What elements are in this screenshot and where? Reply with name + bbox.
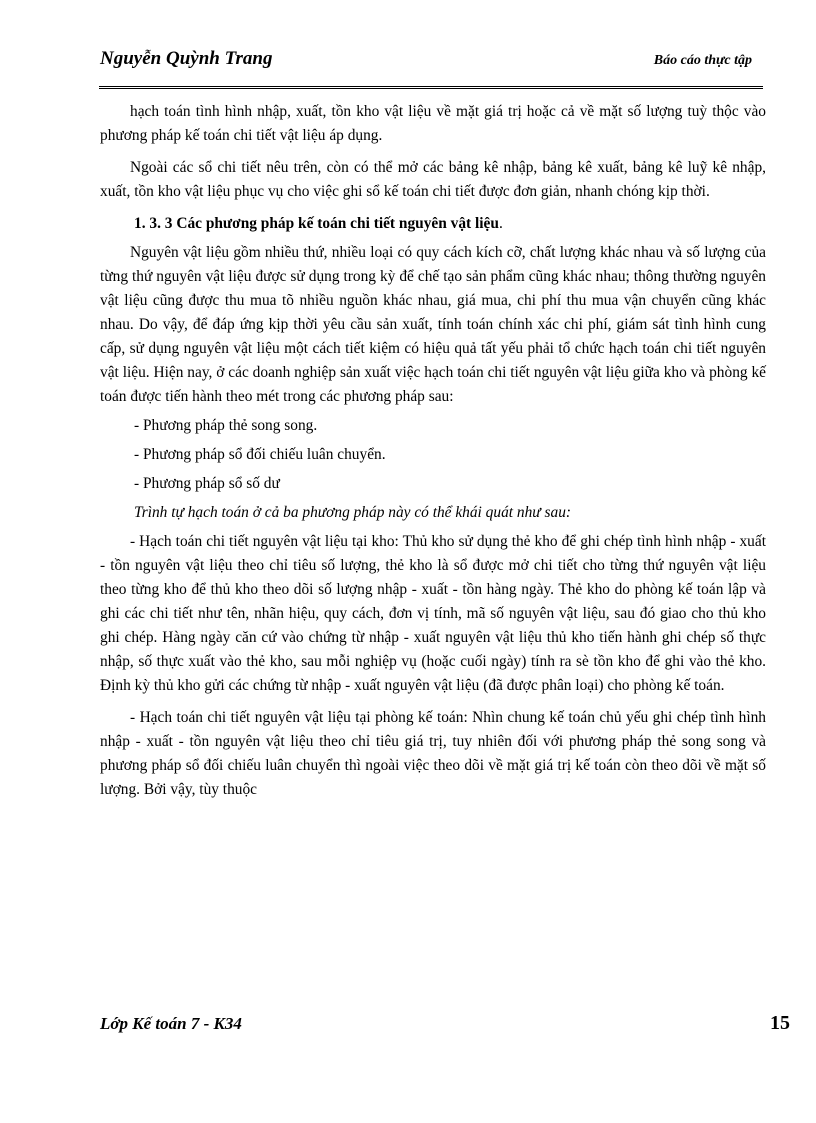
paragraph-department-accounting: - Hạch toán chi tiết nguyên vật liệu tại phòng kế toán: Nhìn chung kế toán chủ yếu ghi chép tình hình nhập - xuất - tồn nguyên vật liệu theo chỉ tiêu giá trị, tuy nhiên đối với phương pháp thẻ song song và phương pháp sổ đối chiếu luân chuyển thì ngoài việc theo dõi về mặt giá trị kế toán còn theo dõi về mặt số lượng. Bởi vậy, tùy thuộc <box>100 709 766 798</box>
section-heading-period: . <box>498 215 503 232</box>
document-body <box>100 100 766 802</box>
italic-intro-line: Trình tự hạch toán ở cả ba phương pháp này có thể khái quát như sau: <box>134 504 572 521</box>
class-name: Lớp Kế toán 7 - K34 <box>100 1014 242 1033</box>
page-number: 15 <box>770 1012 790 1034</box>
list-item-method-3: - Phương pháp sổ số dư <box>134 475 280 492</box>
list-item-method-1: - Phương pháp thẻ song song. <box>134 417 318 434</box>
paragraph-materials-intro: Nguyên vật liệu gồm nhiều thứ, nhiều loại có quy cách kích cỡ, chất lượng khác nhau và số lượng của từng thứ nguyên vật liệu được sử dụng trong kỳ để chế tạo sản phẩm cũng khác nhau; thông thường nguyên vật liệu cũng được thu mua tõ nhiều nguồn khác nhau, giá mua, chi phí thu mua vận chuyển cũng khác nhau. Do vậy, để đáp ứng kịp thời yêu cầu sản xuất, tính toán chính xác chi phí, giám sát tình hình cung cấp, sử dụng nguyên vật liệu một cách tiết kiệm có hiệu quả tất yếu phải tổ chức hạch toán chi tiết nguyên vật liệu. Hiện nay, ở các doanh nghiệp sản xuất việc hạch toán chi tiết nguyên vật liệu giữa kho và phòng kế toán được tiến hành theo mét trong các phương pháp sau: <box>100 244 766 405</box>
page-footer <box>100 1012 790 1042</box>
header-divider <box>99 86 763 89</box>
section-heading <box>100 212 766 236</box>
paragraph-warehouse-accounting: - Hạch toán chi tiết nguyên vật liệu tại kho: Thủ kho sử dụng thẻ kho để ghi chép tình hình nhập - xuất - tồn nguyên vật liệu theo chỉ tiêu số lượng, thẻ kho là sổ được mở chi tiết cho từng thứ nguyên vật liệu theo từng kho để thủ kho theo dõi số lượng nhập - xuất - tồn hàng ngày. Thẻ kho do phòng kế toán lập và ghi các chi tiết như tên, nhãn hiệu, quy cách, đơn vị tính, mã số nguyên vật liệu, sau đó giao cho thủ kho ghi chép. Hàng ngày căn cứ vào chứng từ nhập - xuất nguyên vật liệu thủ kho tiến hành ghi chép số thực nhập, số thực xuất vào thẻ kho, sau mỗi nghiệp vụ (hoặc cuối ngày) tính ra sè tồn kho để ghi vào thẻ kho. Định kỳ thủ kho gửi các chứng từ nhập - xuất nguyên vật liệu (đã được phân loại) cho phòng kế toán. <box>100 533 766 694</box>
paragraph-continuation: hạch toán tình hình nhập, xuất, tồn kho vật liệu về mặt giá trị hoặc cả về mặt số lượng tuỳ thộc vào phương pháp kế toán chi tiết vật liệu áp dụng. <box>100 103 766 144</box>
author-name: Nguyễn Quỳnh Trang <box>100 48 273 69</box>
report-title: Báo cáo thực tập <box>653 53 752 68</box>
section-heading-text: 1. 3. 3 Các phương pháp kế toán chi tiết nguyên vật liệu <box>134 215 499 232</box>
list-item-method-2: - Phương pháp sổ đối chiếu luân chuyển. <box>134 446 386 463</box>
paragraph-other-ledgers: Ngoài các sổ chi tiết nêu trên, còn có thể mở các bảng kê nhập, bảng kê xuất, bảng kê luỹ kê nhập, xuất, tồn kho vật liệu phục vụ cho việc ghi sổ kế toán chi tiết được đơn giản, nhanh chóng kịp thời. <box>100 159 766 200</box>
page-header <box>100 48 760 78</box>
